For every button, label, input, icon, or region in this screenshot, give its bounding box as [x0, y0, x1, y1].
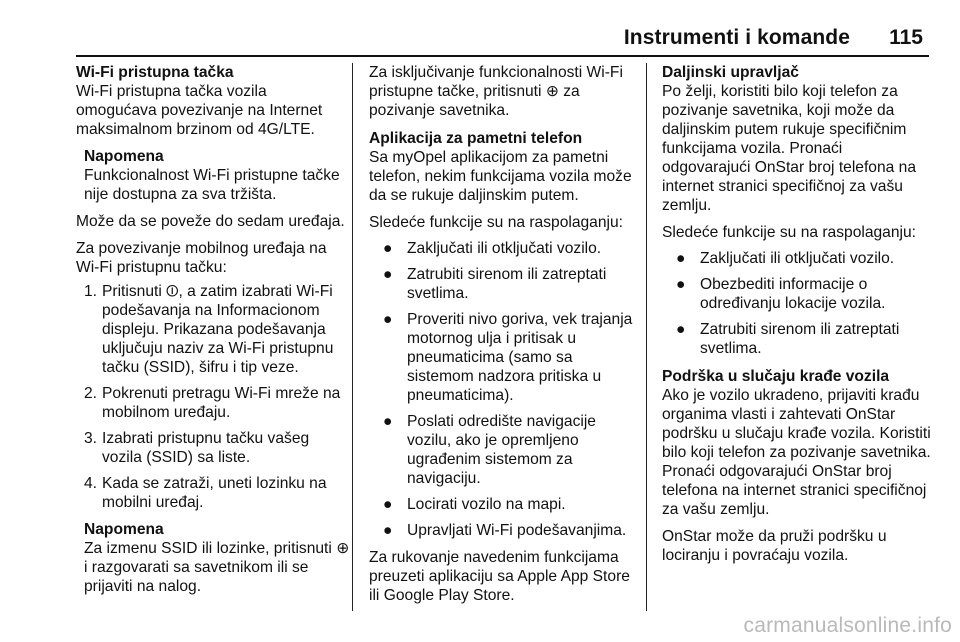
note-1 [84, 147, 351, 204]
section-heading-app: Aplikacija za pametni telefon [369, 130, 583, 147]
bullet-text: Zatrubiti sirenom ili zatreptati svetlima. [700, 321, 900, 357]
column-2 [369, 63, 641, 605]
bullet-icon: ● [383, 311, 393, 328]
step-number: 4. [84, 475, 98, 492]
theft-para-1: Ako je vozilo ukradeno, prijaviti krađu organima vlasti i zahtevati OnStar podršku u slučaju krađe vozila. Koristiti bilo koji telefon za pozivanje savetnika. Pronaći odgovarajući OnStar broj telefona na internet stranici specifičnoj za vašu zemlju. [662, 387, 931, 518]
bullet-icon: ● [383, 240, 393, 257]
column-divider-2 [646, 63, 647, 611]
column-1 [76, 63, 351, 596]
bullet-icon: ● [383, 413, 393, 430]
remote-features-list [662, 249, 934, 358]
list-item [383, 521, 641, 540]
list-item [383, 495, 641, 514]
list-item [676, 275, 934, 313]
list-item [383, 412, 641, 488]
wifi-disable-text: Za isključivanje funkcionalnosti Wi-Fi pristupne tačke, pritisnuti ⊕ za pozivanje savetnika. [369, 64, 623, 119]
bullet-text: Zaključati ili otključati vozilo. [407, 240, 602, 257]
step-number: 3. [84, 430, 98, 447]
note-2 [84, 520, 351, 596]
step-number: 1. [84, 283, 98, 300]
list-item [84, 474, 351, 512]
remote-para-2: Sledeće funkcije su na raspolaganju: [662, 224, 916, 241]
bullet-text: Proveriti nivo goriva, vek trajanja motornog ulja i pritisak u pneumaticima (samo sa sistemom nadzora pritiska u pneumaticima). [407, 311, 633, 404]
wifi-para-2: Za povezivanje mobilnog uređaja na Wi-Fi pristupnu tačku: [76, 240, 327, 276]
wifi-para-1: Može da se poveže do sedam uređaja. [76, 213, 345, 230]
section-heading-theft: Podrška u slučaju krađe vozila [662, 368, 890, 385]
bullet-icon: ● [676, 276, 686, 293]
list-item [84, 429, 351, 467]
list-item [383, 310, 641, 405]
column-divider-1 [352, 63, 353, 611]
bullet-text: Locirati vozilo na mapi. [407, 496, 566, 513]
watermark: carmanualsonline.info [743, 614, 952, 637]
list-item [676, 249, 934, 268]
list-item [383, 265, 641, 303]
bullet-text: Upravljati Wi-Fi podešavanjima. [407, 522, 627, 539]
bullet-icon: ● [383, 496, 393, 513]
note-2-text: Za izmenu SSID ili lozinke, pritisnuti ⊕ i razgovarati sa savetnikom ili se prijaviti na nalog. [84, 540, 350, 595]
list-item [383, 239, 641, 258]
app-features-list [369, 239, 641, 540]
step-text: Kada se zatraži, uneti lozinku na mobilni uređaj. [102, 475, 327, 511]
header-rule [76, 55, 929, 57]
wifi-intro: Wi-Fi pristupna tačka vozila omogućava povezivanje na Internet maksimalnom brzinom od 4G/LTE. [76, 83, 323, 138]
bullet-icon: ● [676, 250, 686, 267]
bullet-icon: ● [383, 522, 393, 539]
step-number: 2. [84, 385, 98, 402]
bullet-icon: ● [676, 321, 686, 338]
page-header [0, 0, 960, 58]
column-3 [662, 63, 934, 565]
steps-list [76, 282, 351, 512]
step-text: Pritisnuti ⏼, a zatim izabrati Wi-Fi podešavanja na Informacionom displeju. Prikazana podešavanja uključuju naziv za Wi-Fi pristupnu tačku (SSID), šifru i tip veze. [102, 283, 334, 376]
theft-para-2: OnStar može da pruži podršku u lociranju i povraćaju vozila. [662, 528, 887, 564]
section-heading-remote: Daljinski upravljač [662, 64, 799, 81]
app-para-2: Sledeće funkcije su na raspolaganju: [369, 214, 623, 231]
bullet-icon: ● [383, 266, 393, 283]
list-item [84, 282, 351, 377]
section-heading-wifi: Wi-Fi pristupna tačka [76, 64, 234, 81]
header-title: Instrumenti i komande [623, 26, 850, 49]
app-para-3: Za rukovanje navedenim funkcijama preuzeti aplikaciju sa Apple App Store ili Google Play Store. [369, 549, 630, 604]
bullet-text: Obezbediti informacije o određivanju lokacije vozila. [700, 276, 886, 312]
list-item [84, 384, 351, 422]
step-text: Pokrenuti pretragu Wi-Fi mreže na mobilnom uređaju. [102, 385, 341, 421]
list-item [676, 320, 934, 358]
note-2-title: Napomena [84, 521, 164, 538]
page-number: 115 [889, 26, 923, 49]
app-para-1: Sa myOpel aplikacijom za pametni telefon, nekim funkcijama vozila može da se rukuje daljinskim putem. [369, 149, 632, 204]
note-1-title: Napomena [84, 148, 164, 165]
bullet-text: Poslati odredište navigacije vozilu, ako je opremljeno ugrađenim sistemom za navigaciju. [407, 413, 596, 487]
bullet-text: Zatrubiti sirenom ili zatreptati svetlima. [407, 266, 607, 302]
bullet-text: Zaključati ili otključati vozilo. [700, 250, 895, 267]
step-text: Izabrati pristupnu tačku vašeg vozila (SSID) sa liste. [102, 430, 310, 466]
remote-para-1: Po želji, koristiti bilo koji telefon za pozivanje savetnika, koji može da daljinskim putem rukuje specifičnim funkcijama vozila. Pronaći odgovarajući OnStar broj telefona na internet stranici specifičnoj za vašu zemlju. [662, 83, 916, 214]
note-1-text: Funkcionalnost Wi-Fi pristupne tačke nije dostupna za sva tržišta. [84, 167, 340, 203]
